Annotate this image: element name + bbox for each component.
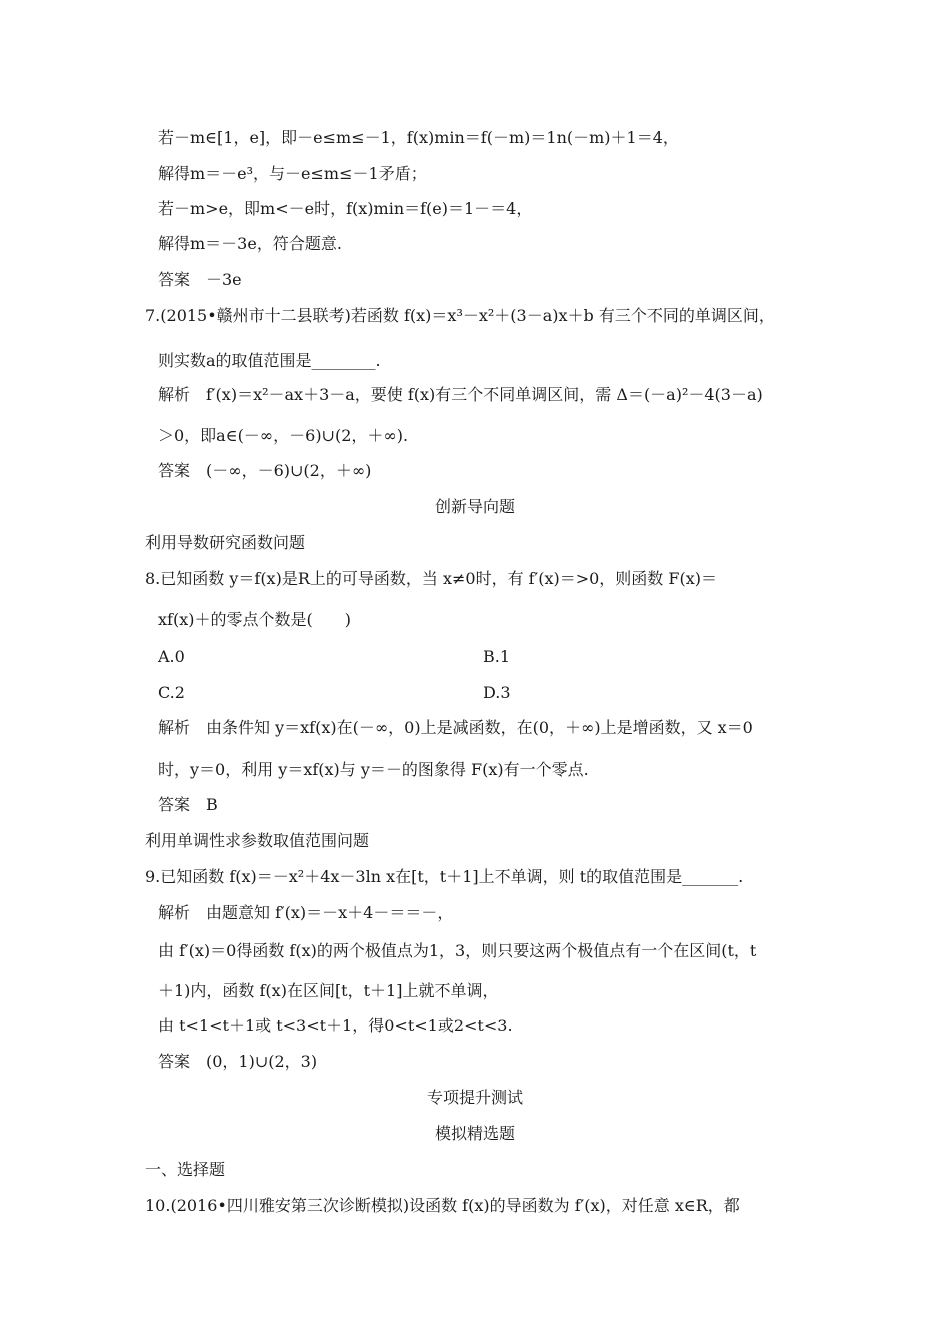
analysis-line: 由 t<1<t＋1或 t<3<t＋1，得0<t<1或2<t<3.: [158, 1016, 513, 1035]
answer-line: 答案 B: [158, 795, 218, 814]
analysis-line: ＞0，即a∈(－∞，－6)∪(2，＋∞).: [158, 426, 409, 445]
analysis-line: 解析 f′(x)＝x²－ax＋3－a，要使 f(x)有三个不同单调区间，需 Δ＝(－a)²－4(3－a): [158, 385, 763, 404]
analysis-line: ＋1)内，函数 f(x)在区间[t，t＋1]上就不单调，: [158, 981, 499, 1000]
answer-line: 答案 (－∞，－6)∪(2，＋∞): [158, 461, 372, 480]
subsection-heading: 利用单调性求参数取值范围问题: [145, 831, 370, 850]
analysis-line: 由 f′(x)＝0得函数 f(x)的两个极值点为1，3，则只要这两个极值点有一个在区间(t，t: [158, 941, 757, 960]
section-heading: 专项提升测试: [426, 1088, 523, 1107]
analysis-line: 解析 由条件知 y＝xf(x)在(－∞，0)上是减函数，在(0，＋∞)上是增函数，又 x＝0: [158, 718, 753, 737]
answer-line: 答案 (0，1)∪(2，3): [158, 1052, 318, 1071]
analysis-line: 解析 由题意知 f′(x)＝－x＋4－＝＝－，: [158, 903, 454, 922]
solution-line: 若－m∈[1，e]，即－e≤m≤－1，f(x)min＝f(－m)＝1n(－m)＋1＝4，: [158, 128, 679, 147]
section-heading: 创新导向题: [434, 497, 515, 516]
option-d: D.3: [483, 683, 511, 702]
part-heading: 一、选择题: [145, 1160, 226, 1179]
question-7: 7.(2015•赣州市十二县联考)若函数 f(x)＝x³－x²＋(3－a)x＋b 有三个不同的单调区间，: [145, 306, 775, 325]
solution-line: 若－m>e，即m<－e时，f(x)min＝f(e)＝1－＝4，: [158, 199, 533, 218]
section-heading: 模拟精选题: [434, 1124, 515, 1143]
option-c: C.2: [158, 683, 185, 702]
option-a: A.0: [158, 647, 185, 666]
question-9: 9.已知函数 f(x)＝－x²＋4x－3ln x在[t，t＋1]上不单调，则 t的取值范围是_______.: [145, 867, 744, 886]
subsection-heading: 利用导数研究函数问题: [145, 533, 306, 552]
question-10: 10.(2016•四川雅安第三次诊断模拟)设函数 f(x)的导函数为 f′(x)，对任意 x∈R，都: [145, 1196, 740, 1215]
solution-line: 解得m＝－e³，与－e≤m≤－1矛盾；: [158, 164, 427, 183]
analysis-line: 时，y＝0，利用 y＝xf(x)与 y＝－的图象得 F(x)有一个零点.: [158, 760, 589, 779]
option-b: B.1: [483, 647, 511, 666]
question-8: 8.已知函数 y＝f(x)是R上的可导函数，当 x≠0时，有 f′(x)＝>0，则函数 F(x)＝: [145, 569, 717, 588]
question-7-cont: 则实数a的取值范围是________.: [158, 351, 381, 370]
question-8-cont: xf(x)＋的零点个数是( ): [158, 610, 351, 629]
solution-line: 解得m＝－3e，符合题意.: [158, 234, 342, 253]
answer-line: 答案 －3e: [158, 270, 242, 289]
